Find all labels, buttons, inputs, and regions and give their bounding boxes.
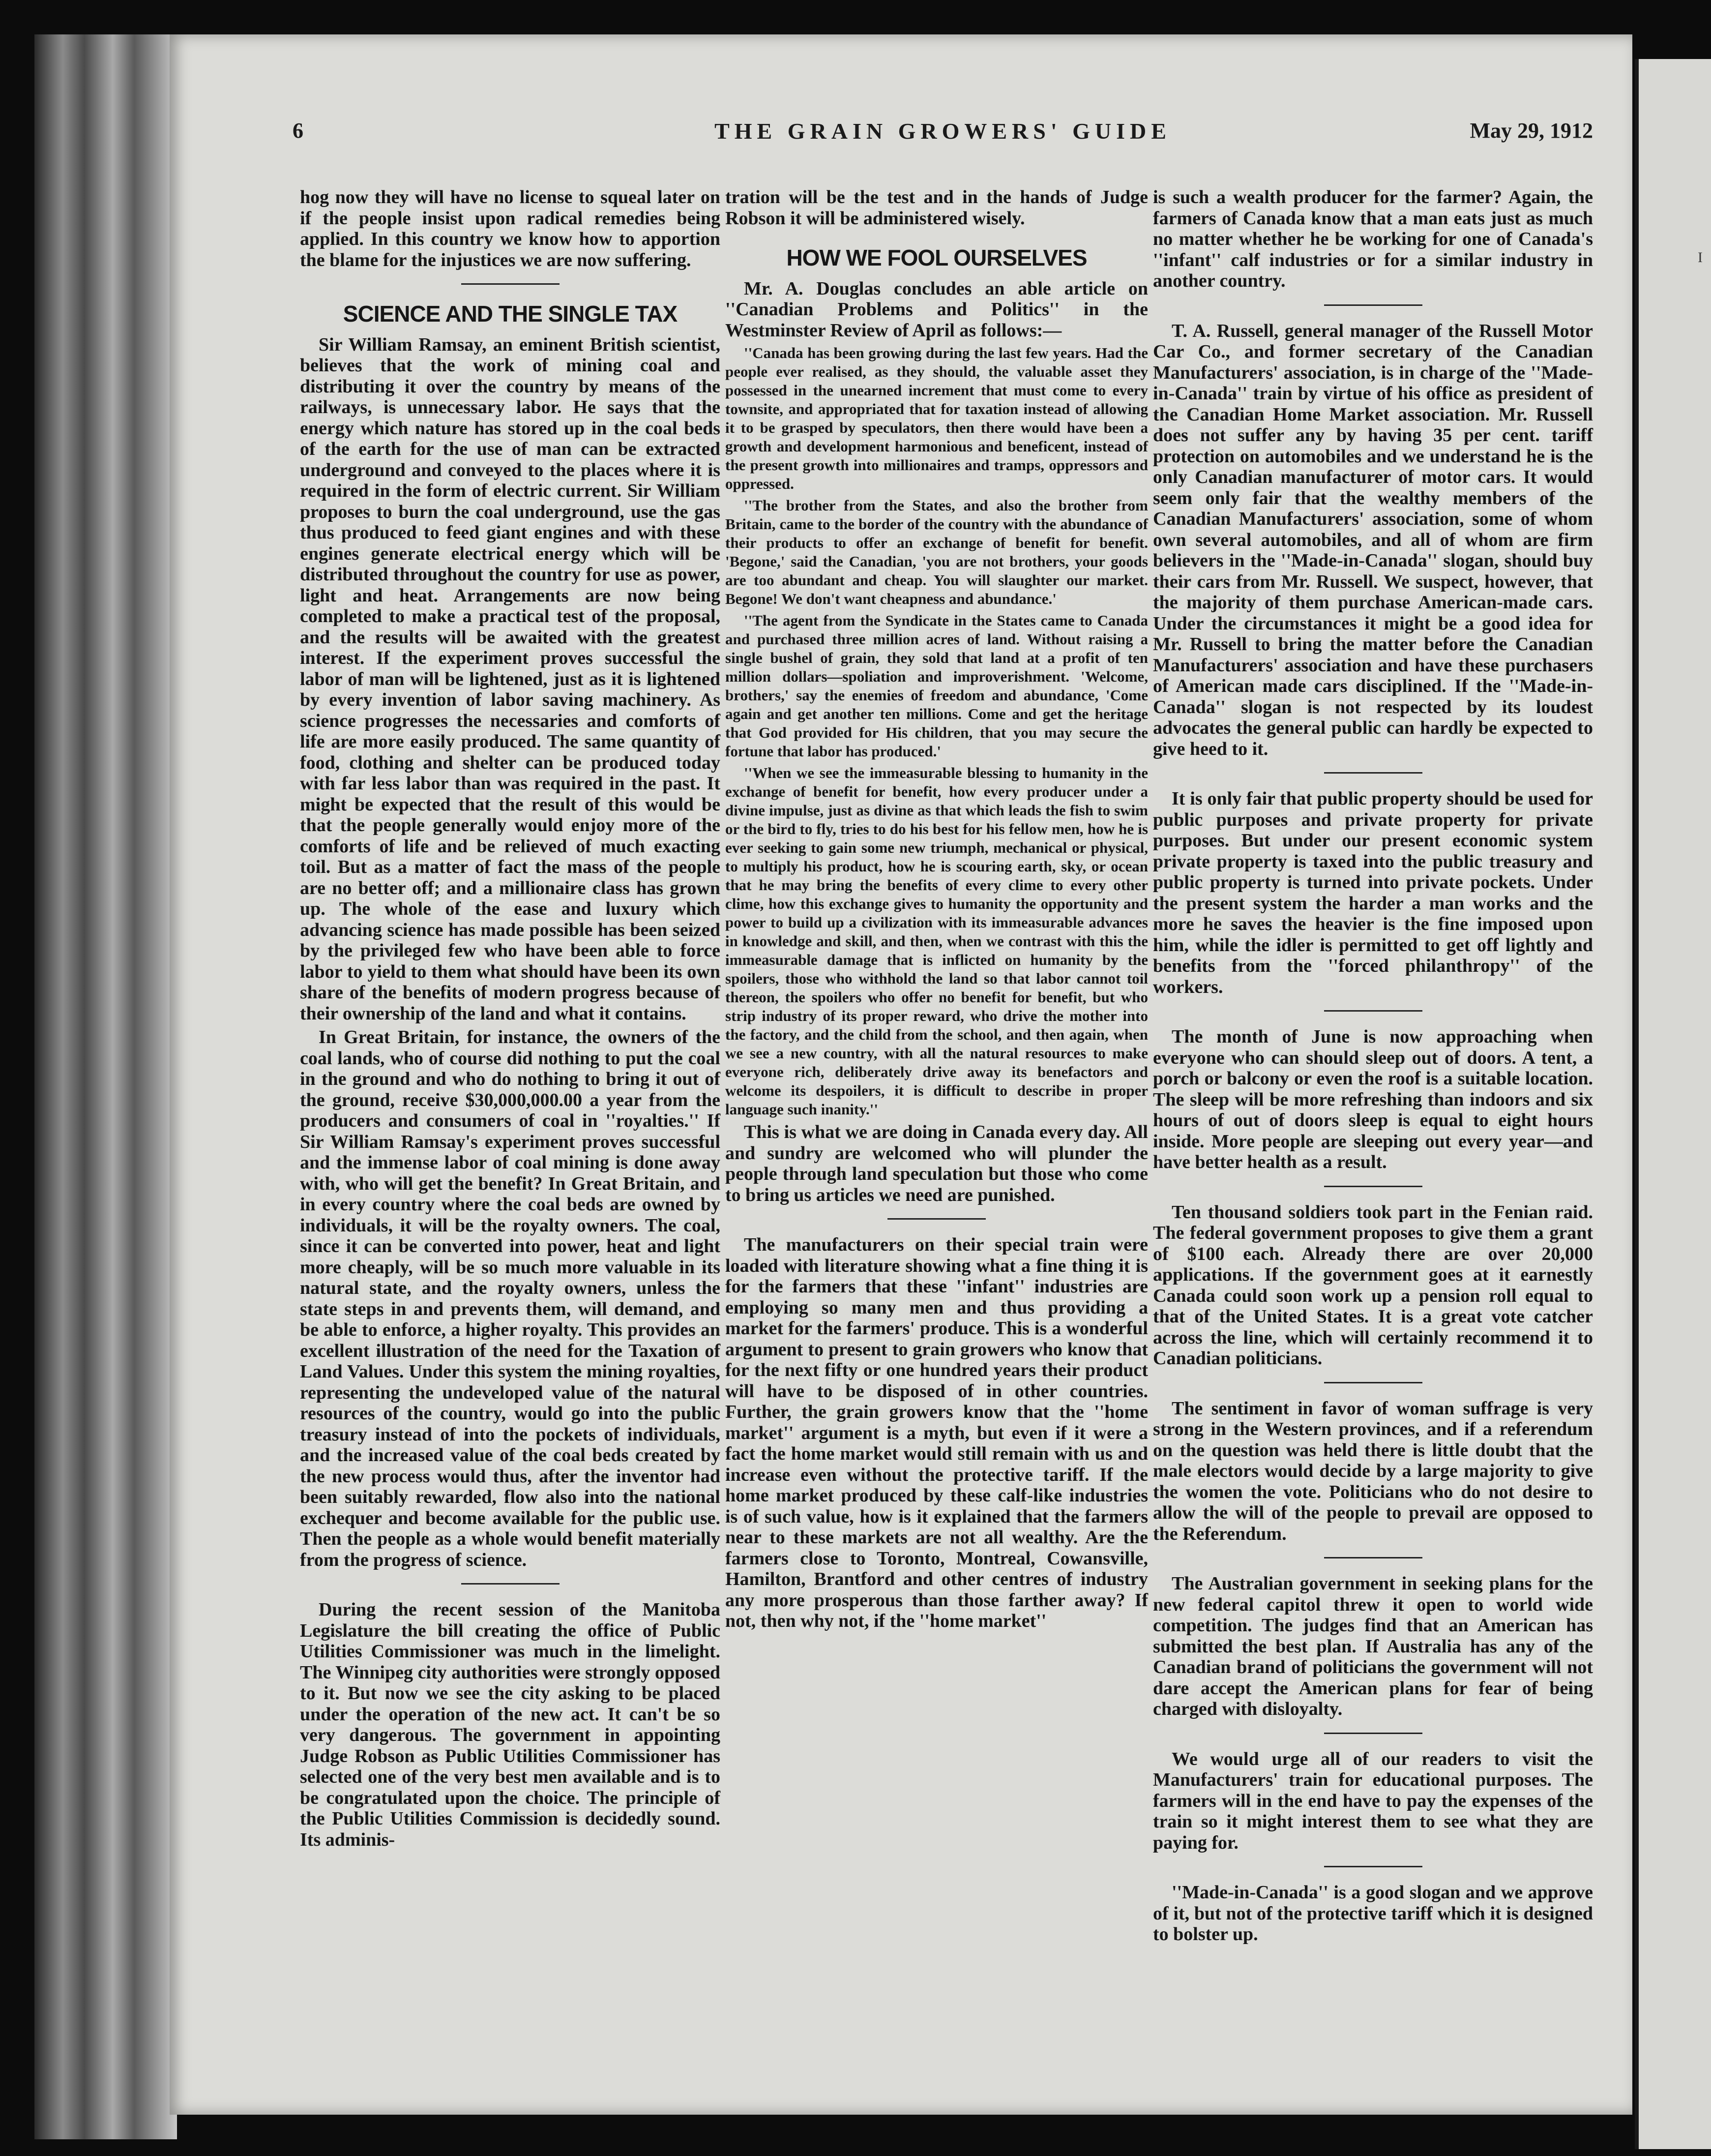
quoted-paragraph: ''When we see the immeasurable blessing to humanity in the exchange of benefit for benefit, how every producer under a divine impulse, just as divine as that which leads the fish to swim or the bird to fly, tries to do his best for his fellow men, how he is ever seeking to gain some new triumph, mechanical or physical, to multiply his product, how he is scouring earth, sky, or ocean that he may bring the benefits of every clime to every other clime, how this exchange gives to humanity the opportunity and power to build up a civilization with its immeasurable advances in knowledge and skill, and then, when we contrast with this the immeasurable damage that is inflicted on humanity by the spoilers, those who withhold the land so that labor cannot toil thereon, the spoilers who offer no benefit for benefit, but who strip industry of its proper reward, who drive the mother into the factory, and the child from the school, and then again, when we see a new country, with all the natural resources to make everyone rich, deliberately drive away its benefactors and welcome its despoilers, it is difficult to describe in proper language such inanity.'' [725, 764, 1148, 1118]
quoted-paragraph: ''The agent from the Syndicate in the States came to Canada and purchased three million acres of land. Without raising a single bushel of grain, they sold that land at a profit of ten million dollars—spoliation and improverishment. 'Welcome, brothers,' say the enemies of freedom and abundance, 'Come again and get another ten millions. Come and get the heritage that God provided for His children, that you may secure the fortune that labor has produced.' [725, 612, 1148, 760]
editorial-paragraph: Ten thousand soldiers took part in the Fenian raid. The federal government proposes to give them a grant of $100 each. Already there are over 20,000 applications. If the government goes at it earnestly Canada could soon work up a pension roll equal to that of the United States. It is a great vote catcher across the line, which will certainly recommend it to Canadian politicians. [1153, 1201, 1593, 1369]
headline-science-single-tax: SCIENCE AND THE SINGLE TAX [343, 301, 678, 327]
editorial-paragraph: The Australian government in seeking plans for the new federal capitol threw it open to world wide competition. The judges find that an American has submitted the best plan. If Australia has any of the Canadian brand of politicians the government will not dare accept the American plans for fear of being charged with disloyalty. [1153, 1573, 1593, 1719]
article-paragraph: Sir William Ramsay, an eminent British scientist, believes that the work of mining coal and distributing it over the country by means of the railways, is unnecessary labor. He says that the energy which nature has stored up in the coal beds of the earth for the use of man can be extracted underground and conveyed to the places where it is required in the form of electric current. Sir William proposes to burn the coal underground, use the gas thus produced to feed giant engines and with these engines generate electrical energy which will be distributed throughout the country for use as power, light and heat. Arrangements are now being completed to make a practical test of the proposal, and the results will be awaited with the greatest interest. If the experiment proves successful the labor of man will be lightened, just as it is lightened by every invention of labor saving machinery. As science progresses the necessaries and comforts of life are more easily produced. The same quantity of food, clothing and shelter can be produced today with far less labor than was required in the past. It might be expected that the result of this would be that the people generally would enjoy more of the comforts of life and be relieved of much exacting toil. But as a matter of fact the mass of the people are no better off; and a millionaire class has grown up. The whole of the ease and luxury which advancing science has made possible has been seized by the privileged few who have been able to force labor to yield to them what should have been its own share of the benefits of modern progress because of their ownership of the land and what it contains. [300, 334, 720, 1024]
divider [461, 283, 560, 285]
divider [1324, 1382, 1422, 1383]
divider [1324, 1010, 1422, 1012]
col1-intro: hog now they will have no license to squeal later on if the people insist upon radical remedies being applied. In this country we know how to apportion the blame for the injustices we are now suffering. [300, 187, 720, 270]
quoted-paragraph: ''Canada has been growing during the last few years. Had the people ever realised, as they should, the valuable asset they possessed in the unearned increment that must come to every townsite, and appropriated that for taxation instead of allowing it to be grasped by speculators, then there would have been a growth and development harmonious and beneficent, instead of the present growth into millionaires and tramps, oppressors and oppressed. [725, 344, 1148, 492]
article-lead: Mr. A. Douglas concludes an able article on ''Canadian Problems and Politics'' in the Westminster Review of April as follows:— [725, 278, 1148, 341]
book-binding [34, 34, 177, 2139]
editorial-paragraph: T. A. Russell, general manager of the Russell Motor Car Co., and former secretary of the Canadian Manufacturers' association, is in charge of the ''Made-in-Canada'' train by virtue of his office as president of the Canadian Home Market association. Mr. Russell does not suffer any by having 35 per cent. tariff protection on automobiles and we understand he is the only Canadian manufacturer of motor cars. It would seem only fair that the wealthy members of the Canadian Manufacturers' association, some of whom own several automobiles, and all of whom are firm believers in the ''Made-in-Canada'' slogan, should buy their cars from Mr. Russell. We suspect, however, that the majority of them purchase American-made cars. Under the circumstances it might be a good idea for Mr. Russell to bring the matter before the Canadian Manufacturers' association and have these purchasers of American made cars disciplined. If the ''Made-in-Canada'' slogan is not respected by its loudest advocates the general public can hardly be expected to give heed to it. [1153, 320, 1593, 759]
divider [1324, 1733, 1422, 1734]
editorial-paragraph: During the recent session of the Manitoba Legislature the bill creating the office of Public Utilities Commissioner was much in the limelight. The Winnipeg city authorities were strongly opposed to it. But now we see the city asking to be placed under the operation of the new act. It can't be so very dangerous. The government in appointing Judge Robson as Public Utilities Commissioner has selected one of the very best men available and is to be congratulated upon the choice. The principle of the Public Utilities Commission is decidedly sound. Its adminis- [300, 1599, 720, 1850]
divider [887, 1218, 986, 1220]
headline-how-we-fool-ourselves: HOW WE FOOL OURSELVES [786, 245, 1087, 270]
adjacent-page-fragment: I [1698, 249, 1703, 266]
column-1 [300, 187, 720, 1853]
editorial-paragraph: ''Made-in-Canada'' is a good slogan and we approve of it, but not of the protective tariff which it is designed to bolster up. [1153, 1882, 1593, 1945]
divider [1324, 1866, 1422, 1867]
editorial-paragraph: The manufacturers on their special train were loaded with literature showing what a fine thing it is for the farmers that these ''infant'' industries are employing so many men and thus providing a market for the farmers' produce. This is a wonderful argument to present to grain growers who know that for the next fifty or one hundred years their product will have to be disposed of in other countries. Further, the grain growers know that the ''home market'' argument is a myth, but even if it were a fact the home market would still remain with us and increase even without the protective tariff. If the home market produced by these calf-like industries is of such value, how is it explained that the farmers near to these markets are not all wealthy. Are the farmers close to Toronto, Montreal, Cowansville, Hamilton, Brantford and other centres of industry any more prosperous than those farther away? If not, then why not, if the ''home market'' [725, 1234, 1148, 1631]
divider [461, 1583, 560, 1585]
divider [1324, 1557, 1422, 1558]
col3-intro: is such a wealth producer for the farmer? Again, the farmers of Canada know that a man eats just as much no matter whether he be working for one of Canada's ''infant'' calf industries or for a similar industry in another country. [1153, 187, 1593, 291]
editorial-paragraph: It is only fair that public property should be used for public purposes and private property for private purposes. But under our present economic system private property is taxed into the public treasury and public property is turned into private pockets. Under the present system the harder a man works and the more he saves the heavier is the fine imposed upon him, while the idler is permitted to get off lightly and benefits from the ''forced philanthropy'' of the workers. [1153, 788, 1593, 997]
column-2 [725, 187, 1148, 1635]
newspaper-page [170, 34, 1632, 2115]
column-3 [1153, 187, 1593, 1948]
article-paragraph: This is what we are doing in Canada every day. All and sundry are welcomed who will plunder the people through land speculation but those who come to bring us articles we need are punished. [725, 1122, 1148, 1205]
editorial-paragraph: We would urge all of our readers to visit the Manufacturers' train for educational purposes. The farmers will in the end have to pay the expenses of the train so it might interest them to see what they are paying for. [1153, 1748, 1593, 1853]
quoted-paragraph: ''The brother from the States, and also the brother from Britain, came to the border of the country with the abundance of their products to offer an exchange of benefit for benefit. 'Begone,' said the Canadian, 'you are not brothers, your goods are too abundant and cheap. You will slaughter our market. Begone! We don't want cheapness and abundance.' [725, 497, 1148, 607]
divider [1324, 772, 1422, 774]
page-header [293, 118, 1593, 152]
editorial-paragraph: The month of June is now approaching when everyone who can should sleep out of doors. A tent, a porch or balcony or even the roof is a suitable location. The sleep will be more refreshing than indoors and six hours of out of doors sleep is equal to eight hours inside. More people are sleeping out every year—and have better health as a result. [1153, 1026, 1593, 1172]
divider [1324, 304, 1422, 306]
article-paragraph: In Great Britain, for instance, the owners of the coal lands, who of course did nothing to put the coal in the ground and who do nothing to bring it out of the ground, receive $30,000,000.00 a year from the producers and consumers of coal in ''royalties.'' If Sir William Ramsay's experiment proves successful and the immense labor of coal mining is done away with, who will get the benefit? In Great Britain, and in every country where the coal beds are owned by individuals, it will be the royalty owners. The coal, since it can be converted into power, heat and light more cheaply, will be so much more valuable in its natural state, and the royalty owners, unless the state steps in and prevents them, will demand, and be able to enforce, a higher royalty. This provides an excellent illustration of the need for the Taxation of Land Values. Under this system the mining royalties, representing the undeveloped value of the natural resources of the country, would go into the public treasury instead of into the pockets of individuals, and the increased value of the coal beds created by the new process would thus, after the inventor had been suitably rewarded, flow also into the national exchequer and become available for the public use. Then the people as a whole would benefit materially from the progress of science. [300, 1027, 720, 1570]
publication-title: THE GRAIN GROWERS' GUIDE [714, 119, 1171, 144]
adjacent-page-edge [1635, 59, 1711, 2149]
col2-intro: tration will be the test and in the hands of Judge Robson it will be administered wisely. [725, 187, 1148, 229]
divider [1324, 1186, 1422, 1187]
editorial-paragraph: The sentiment in favor of woman suffrage is very strong in the Western provinces, and if a referendum on the question was held there is little doubt that the male electors would decide by a large majority to give the women the vote. Politicians who do not desire to allow the will of the people to prevail are opposed to the Referendum. [1153, 1398, 1593, 1544]
page-number: 6 [293, 119, 303, 143]
issue-date: May 29, 1912 [1470, 119, 1593, 143]
